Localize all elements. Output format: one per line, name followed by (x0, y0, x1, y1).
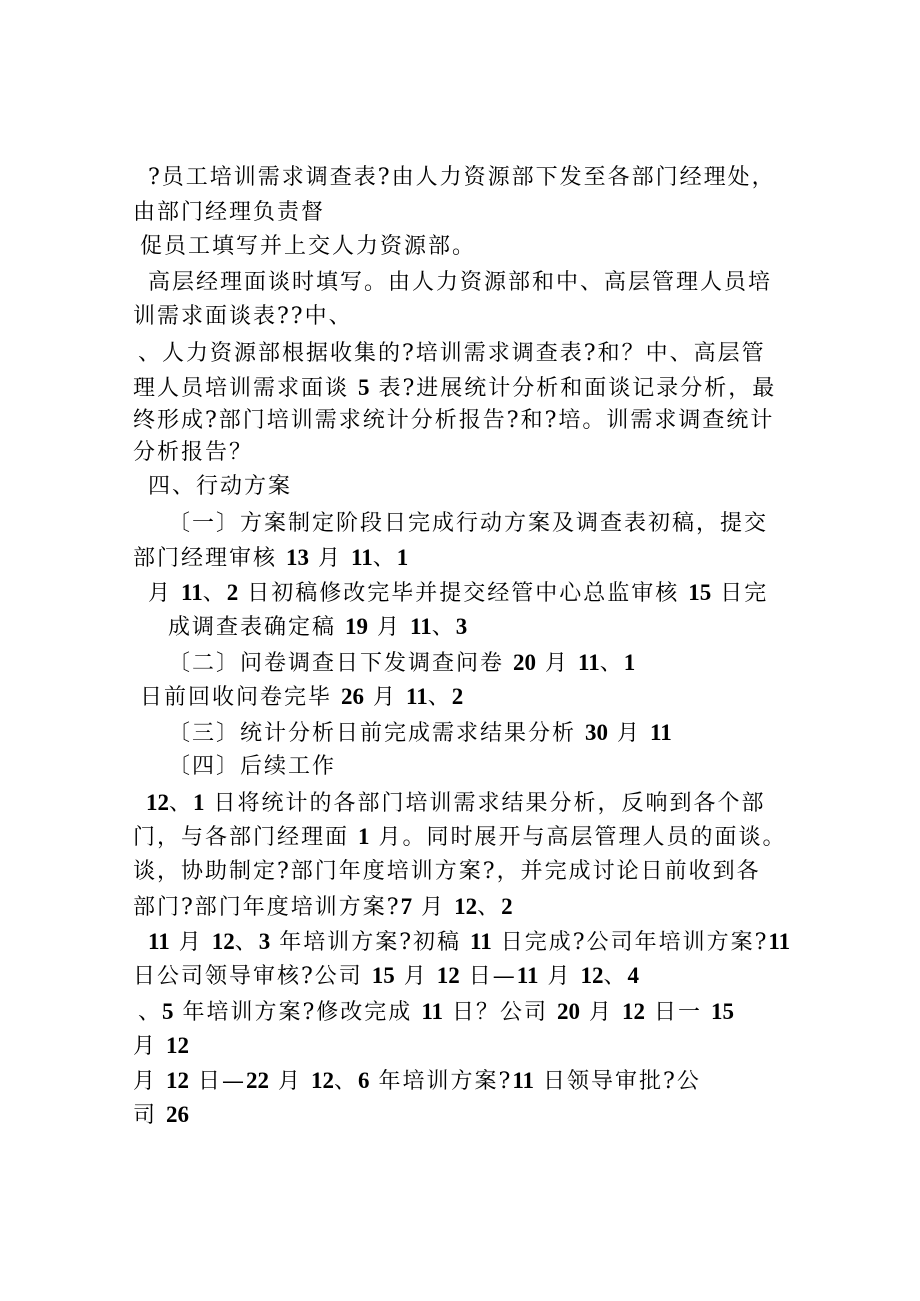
text-line: 11 月 12、3 年培训方案?初稿 11 日完成?公司年培训方案?11 (148, 929, 791, 955)
text-line: 门，与各部门经理面 1 月。同时展开与高层管理人员的面谈。 (133, 824, 787, 850)
section-heading: 四、行动方案 (148, 474, 293, 499)
text-line: 日前回收问卷完毕 26 月 11、2 (140, 684, 464, 710)
text-line: 部门?部门年度培训方案?7 月 12、2 (133, 894, 513, 920)
text-line: 月 11、2 日初稿修改完毕并提交经管中心总监审核 15 日完 (148, 580, 769, 606)
text-line: ?员工培训需求调查表?由人力资源部下发至各部门经理处， (148, 165, 776, 190)
text-line: 〔四〕后续工作 (168, 754, 337, 779)
text-line: 部门经理审核 13 月 11、1 (133, 545, 409, 571)
text-line: 日公司领导审核?公司 15 月 12 日—11 月 12、4 (133, 963, 640, 989)
text-line: 理人员培训需求面谈 5 表?进展统计分析和面谈记录分析，最 (133, 375, 777, 401)
text-line: 高层经理面谈时填写。由人力资源部和中、高层管理人员培 (148, 270, 773, 295)
text-line: 促员工填写并上交人力资源部。 (140, 234, 477, 259)
text-line: 、人力资源部根据收集的?培训需求调查表?和？中、高层管 (138, 341, 766, 366)
text-line: 司 26 (133, 1102, 189, 1128)
text-line: 训需求面谈表??中、 (133, 304, 353, 329)
text-line: 〔二〕问卷调查日下发调查问卷 20 月 11、1 (168, 650, 636, 676)
text-line: 成调查表确定稿 19 月 11、3 (168, 614, 468, 640)
text-line: 月 12 (133, 1033, 189, 1059)
text-line: 12、1 日将统计的各部门培训需求结果分析，反响到各个部 (146, 790, 766, 816)
text-line: 终形成?部门培训需求统计分析报告?和?培。训需求调查统计 (133, 408, 775, 433)
text-line: 谈，协助制定?部门年度培训方案?，并完成讨论日前收到各 (133, 859, 761, 884)
text-line: 分析报告？ (133, 440, 254, 465)
text-line: 〔三〕统计分析日前完成需求结果分析 30 月 11 (168, 720, 672, 746)
text-line: 月 12 日—22 月 12、6 年培训方案?11 日领导审批?公 (133, 1068, 701, 1094)
text-line: 、5 年培训方案?修改完成 11 日？公司 20 月 12 日一 15 (138, 999, 735, 1025)
text-line: 〔一〕方案制定阶段日完成行动方案及调查表初稿，提交 (168, 511, 769, 536)
text-line: 由部门经理负责督 (133, 200, 326, 225)
